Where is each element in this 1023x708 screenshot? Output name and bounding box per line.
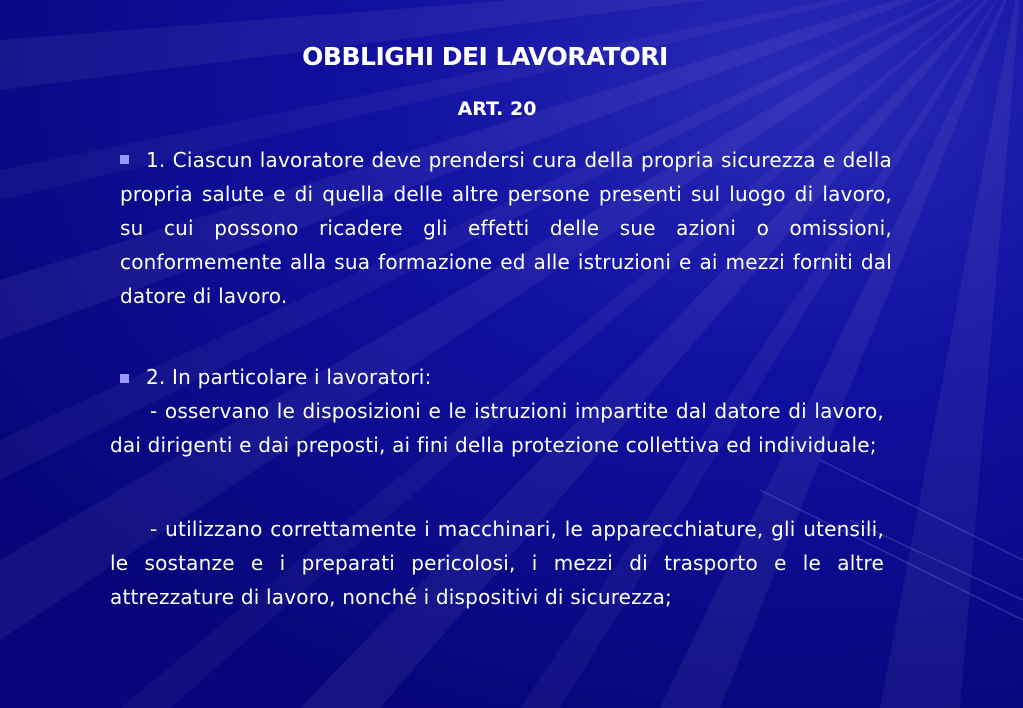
paragraph-1-text: 1. Ciascun lavoratore deve prendersi cura della propria sicurezza e della propria salute e di quella delle altre persone presenti sul luogo di lavoro, su cui possono ricadere gli effetti delle sue azioni o omissioni, conformemente alla sua formazione ed alle istruzioni e ai mezzi forniti dal datore di lavoro. xyxy=(120,148,892,308)
paragraph-2-heading-text: 2. In particolare i lavoratori: xyxy=(146,365,432,389)
paragraph-2-item-a-text: - osservano le disposizioni e le istruzioni impartite dal datore di lavoro, dai dirigenti e dai preposti, ai fini della protezione collettiva ed individuale; xyxy=(110,399,884,457)
paragraph-2-item-a xyxy=(110,394,884,462)
bullet-square-icon xyxy=(120,374,129,383)
slide-title: OBBLIGHI DEI LAVORATORI xyxy=(302,42,668,71)
paragraph-2-item-b xyxy=(110,512,884,614)
article-number: ART. 20 xyxy=(457,98,537,120)
paragraph-2-item-b-text: - utilizzano correttamente i macchinari, le apparecchiature, gli utensili, le sostanze e i preparati pericolosi, i mezzi di trasporto e le altre attrezzature di lavoro, nonché i dispositivi di sicurezza; xyxy=(110,517,884,609)
paragraph-2-heading xyxy=(146,360,886,394)
paragraph-1 xyxy=(120,143,892,313)
